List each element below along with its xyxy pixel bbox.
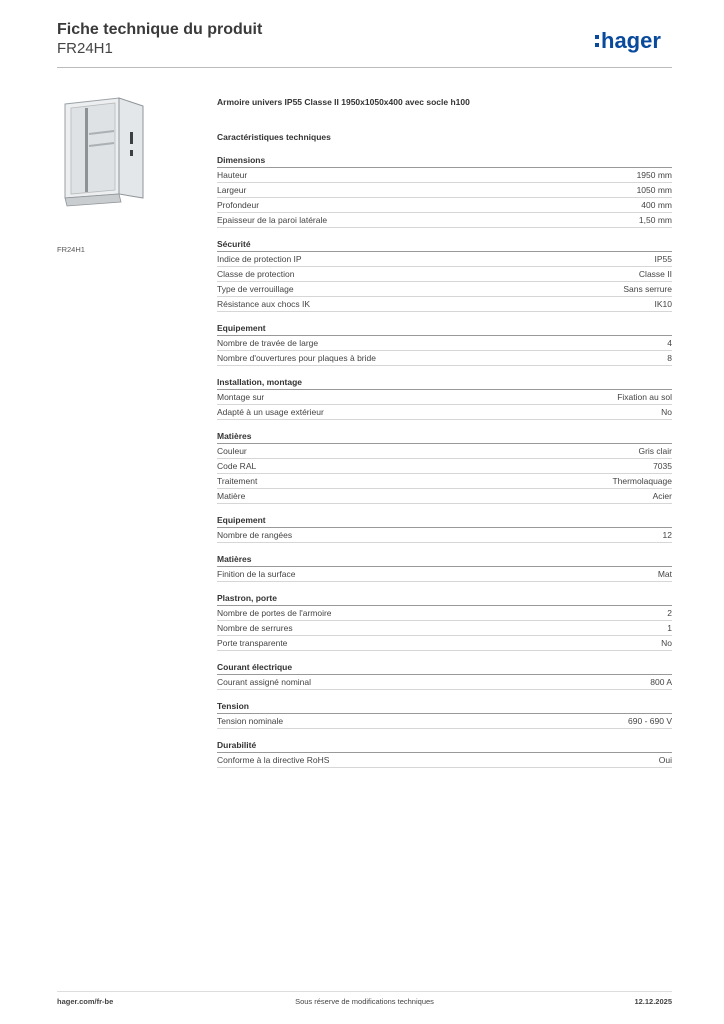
spec-value: No — [661, 407, 672, 417]
spec-value: 1050 mm — [636, 185, 672, 195]
spec-value: Classe II — [638, 269, 672, 279]
spec-label: Couleur — [217, 446, 247, 456]
spec-section — [217, 154, 672, 228]
spec-row — [217, 336, 672, 351]
spec-row — [217, 474, 672, 489]
spec-value: 7035 — [653, 461, 672, 471]
product-reference: FR24H1 — [57, 40, 113, 57]
section-title: Matières — [217, 430, 672, 444]
section-title: Equipement — [217, 322, 672, 336]
spec-row — [217, 267, 672, 282]
spec-section — [217, 661, 672, 690]
spec-value: 690 - 690 V — [628, 716, 672, 726]
spec-section — [217, 700, 672, 729]
section-title: Courant électrique — [217, 661, 672, 675]
spec-section — [217, 739, 672, 768]
spec-label: Traitement — [217, 476, 258, 486]
product-description: Armoire univers IP55 Classe II 1950x1050x400 avec socle h100 — [217, 97, 470, 107]
footer-divider — [57, 991, 672, 992]
spec-value: 1950 mm — [636, 170, 672, 180]
spec-value: 12 — [662, 530, 672, 540]
hager-logo — [593, 26, 675, 56]
spec-row — [217, 405, 672, 420]
spec-value: IK10 — [654, 299, 672, 309]
section-title: Durabilité — [217, 739, 672, 753]
spec-row — [217, 351, 672, 366]
spec-value: Mat — [657, 569, 672, 579]
spec-section — [217, 430, 672, 504]
page-footer — [57, 997, 672, 1009]
spec-label: Résistance aux chocs IK — [217, 299, 311, 309]
section-title: Matières — [217, 553, 672, 567]
spec-value: Thermolaquage — [612, 476, 672, 486]
spec-value: 4 — [667, 338, 672, 348]
spec-label: Type de verrouillage — [217, 284, 294, 294]
spec-value: 800 A — [650, 677, 672, 687]
spec-content — [217, 95, 672, 768]
spec-row — [217, 528, 672, 543]
spec-row — [217, 636, 672, 651]
spec-label: Porte transparente — [217, 638, 288, 648]
spec-row — [217, 252, 672, 267]
document-header — [57, 20, 262, 58]
spec-label: Montage sur — [217, 392, 265, 402]
section-title: Tension — [217, 700, 672, 714]
spec-row — [217, 168, 672, 183]
spec-sections — [217, 154, 672, 768]
spec-section — [217, 376, 672, 420]
spec-label: Nombre de rangées — [217, 530, 293, 540]
spec-value: No — [661, 638, 672, 648]
spec-value: 8 — [667, 353, 672, 363]
spec-row — [217, 282, 672, 297]
spec-row — [217, 714, 672, 729]
spec-value: Acier — [652, 491, 672, 501]
spec-row — [217, 753, 672, 768]
spec-label: Adapté à un usage extérieur — [217, 407, 324, 417]
spec-row — [217, 183, 672, 198]
spec-label: Nombre de travée de large — [217, 338, 319, 348]
page-title: Fiche technique du produit — [57, 21, 263, 38]
spec-value: 2 — [667, 608, 672, 618]
spec-value: 1 — [667, 623, 672, 633]
spec-label: Classe de protection — [217, 269, 295, 279]
spec-value: Oui — [658, 755, 672, 765]
spec-section — [217, 553, 672, 582]
spec-label: Largeur — [217, 185, 247, 195]
spec-label: Epaisseur de la paroi latérale — [217, 215, 328, 225]
spec-row — [217, 390, 672, 405]
spec-row — [217, 444, 672, 459]
section-title: Installation, montage — [217, 376, 672, 390]
spec-row — [217, 675, 672, 690]
spec-label: Courant assigné nominal — [217, 677, 312, 687]
spec-row — [217, 198, 672, 213]
spec-value: 1,50 mm — [638, 215, 672, 225]
spec-label: Conforme à la directive RoHS — [217, 755, 330, 765]
spec-row — [217, 213, 672, 228]
spec-label: Indice de protection IP — [217, 254, 302, 264]
image-caption: FR24H1 — [57, 245, 85, 254]
footer-website: hager.com/fr-be — [57, 997, 114, 1006]
section-title: Dimensions — [217, 154, 672, 168]
spec-section — [217, 238, 672, 312]
spec-label: Nombre d'ouvertures pour plaques à bride — [217, 353, 376, 363]
spec-section — [217, 592, 672, 651]
spec-label: Finition de la surface — [217, 569, 296, 579]
spec-section — [217, 322, 672, 366]
spec-row — [217, 459, 672, 474]
footer-date: 12.12.2025 — [634, 997, 672, 1006]
spec-row — [217, 567, 672, 582]
spec-label: Code RAL — [217, 461, 257, 471]
spec-row — [217, 606, 672, 621]
spec-label: Tension nominale — [217, 716, 284, 726]
specs-title: Caractéristiques techniques — [217, 132, 331, 142]
section-title: Plastron, porte — [217, 592, 672, 606]
section-title: Equipement — [217, 514, 672, 528]
spec-label: Nombre de portes de l'armoire — [217, 608, 332, 618]
spec-value: Fixation au sol — [617, 392, 672, 402]
spec-section — [217, 514, 672, 543]
product-image — [57, 94, 202, 239]
spec-row — [217, 621, 672, 636]
spec-label: Profondeur — [217, 200, 260, 210]
spec-value: IP55 — [654, 254, 672, 264]
spec-label: Nombre de serrures — [217, 623, 293, 633]
spec-value: Gris clair — [638, 446, 672, 456]
spec-row — [217, 489, 672, 504]
header-divider — [57, 67, 672, 68]
footer-note: Sous réserve de modifications techniques — [295, 997, 434, 1006]
spec-value: Sans serrure — [623, 284, 672, 294]
spec-label: Hauteur — [217, 170, 248, 180]
spec-row — [217, 297, 672, 312]
spec-label: Matière — [217, 491, 246, 501]
section-title: Sécurité — [217, 238, 672, 252]
spec-value: 400 mm — [641, 200, 672, 210]
brand-name: hager — [601, 28, 661, 53]
